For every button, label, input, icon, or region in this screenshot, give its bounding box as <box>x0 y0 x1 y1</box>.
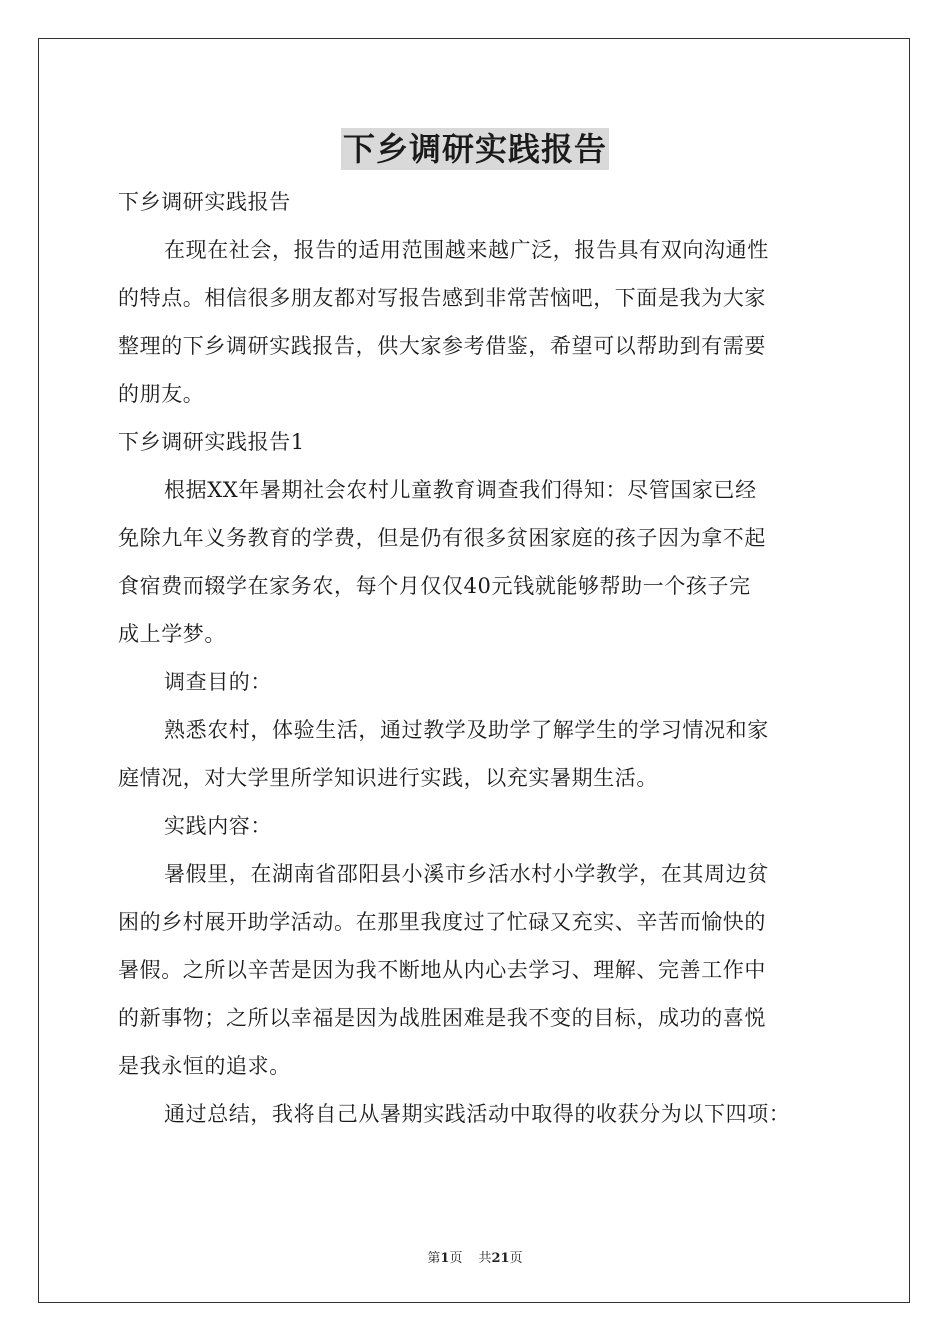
text-line: 下乡调研实践报告 <box>118 190 291 214</box>
page-number-prefix: 第 <box>427 1251 441 1266</box>
text-line: 是我永恒的追求。 <box>118 1054 291 1078</box>
text-line: 的特点。相信很多朋友都对写报告感到非常苦恼吧，下面是我为大家 <box>118 286 766 310</box>
title-area <box>0 128 950 170</box>
page-footer <box>0 1247 950 1266</box>
text-line: 免除九年义务教育的学费，但是仍有很多贫困家庭的孩子因为拿不起 <box>118 526 766 550</box>
text-line: 困的乡村展开助学活动。在那里我度过了忙碌又充实、辛苦而愉快的 <box>118 910 766 934</box>
text-line: 食宿费而辍学在家务农，每个月仅仅40元钱就能够帮助一个孩子完 <box>118 574 751 598</box>
text-line: 的朋友。 <box>118 382 205 406</box>
text-line: 在现在社会，报告的适用范围越来越广泛，报告具有双向沟通性 <box>164 238 769 262</box>
total-pages-prefix: 共 <box>478 1251 492 1266</box>
text-line: 庭情况，对大学里所学知识进行实践，以充实暑期生活。 <box>118 766 658 790</box>
text-line: 实践内容： <box>164 814 272 838</box>
text-line: 下乡调研实践报告1 <box>118 430 305 454</box>
total-pages: 21 <box>491 1251 510 1266</box>
page-number-suffix: 页 <box>449 1251 463 1266</box>
page-number: 1 <box>440 1251 450 1266</box>
text-line: 调查目的： <box>164 670 272 694</box>
total-pages-suffix: 页 <box>509 1251 523 1266</box>
text-line: 根据XX年暑期社会农村儿童教育调查我们得知：尽管国家已经 <box>164 478 757 502</box>
text-line: 成上学梦。 <box>118 622 226 646</box>
text-line: 熟悉农村，体验生活，通过教学及助学了解学生的学习情况和家 <box>164 718 769 742</box>
document-body <box>118 178 834 1138</box>
document-title: 下乡调研实践报告 <box>342 130 607 168</box>
text-line: 通过总结，我将自己从暑期实践活动中取得的收获分为以下四项： <box>164 1102 791 1126</box>
text-line: 暑假里，在湖南省邵阳县小溪市乡活水村小学教学，在其周边贫 <box>164 862 769 886</box>
text-line: 的新事物；之所以幸福是因为战胜困难是我不变的目标，成功的喜悦 <box>118 1006 766 1030</box>
text-line: 整理的下乡调研实践报告，供大家参考借鉴，希望可以帮助到有需要 <box>118 334 766 358</box>
text-line: 暑假。之所以辛苦是因为我不断地从内心去学习、理解、完善工作中 <box>118 958 766 982</box>
